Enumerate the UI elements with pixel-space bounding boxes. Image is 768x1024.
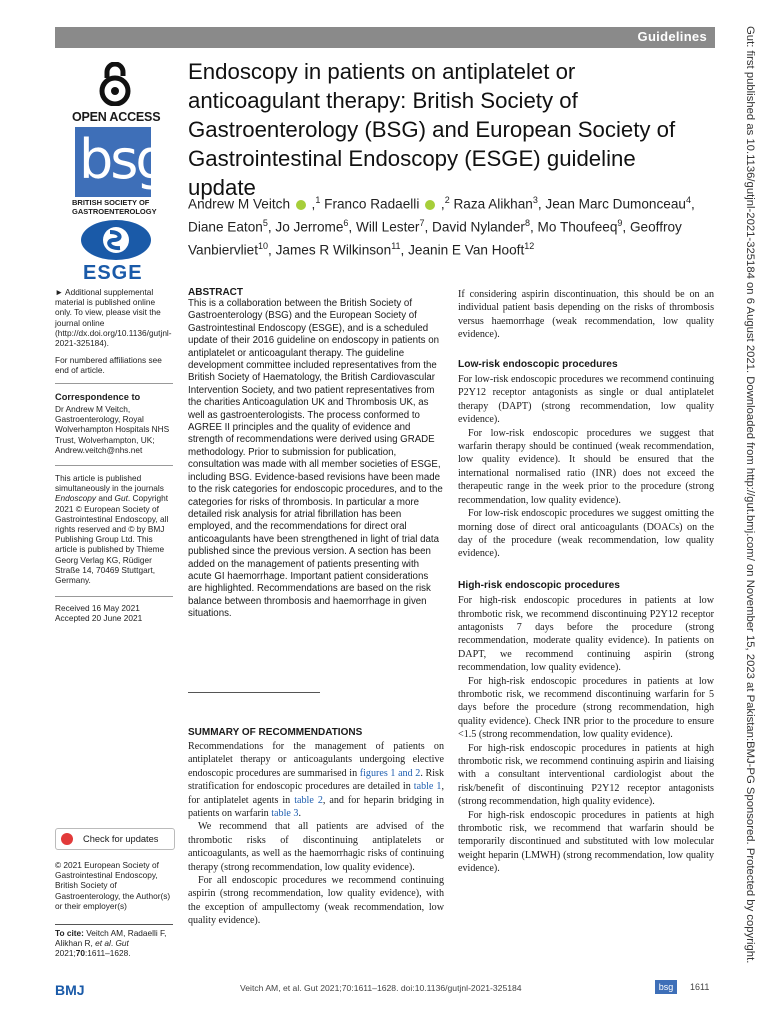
bsg-logo-subtitle: BRITISH SOCIETY OF GASTROENTEROLOGY	[72, 198, 157, 216]
summary-paragraph: We recommend that all patients are advised of the thrombotic risks of discontinuing antiplatelets or anticoagulants, as well as the haemorrhagic risks of continuing therapy (strong recommendation, low quality evidence).	[188, 821, 444, 873]
affiliation-number: 9	[617, 218, 623, 229]
update-icon	[61, 833, 73, 845]
affiliation-number: 8	[524, 218, 530, 229]
author-name: Geoffroy Vanbiervliet	[188, 219, 682, 258]
aspirin-paragraph: If considering aspirin discontinuation, this should be on an individual patient basis depending on the risks of thrombosis versus haemorrhage (weak recommendation, low quality evidence).	[458, 289, 714, 341]
esge-logo-icon	[80, 218, 152, 266]
summary-heading: SUMMARY OF RECOMMENDATIONS	[188, 727, 363, 738]
supplemental-note: ► Additional supplemental material is published online only. To view, please visit the journal online (http://dx.doi.org/10.1136/gutjnl-2021-325184).	[55, 287, 172, 349]
recommendation-paragraph: For low-risk endoscopic procedures we suggest omitting the morning dose of direct oral anticoagulants (DOACs) on the day of the procedure (weak recommendation, low quality evidence).	[458, 508, 714, 560]
author-name: Diane Eaton	[188, 219, 263, 235]
accepted-date: Accepted 20 June 2021	[55, 613, 143, 623]
section-label: Guidelines	[637, 29, 707, 44]
high-risk-heading: High-risk endoscopic procedures	[458, 579, 620, 591]
summary-paragraph: For all endoscopic procedures we recommend continuing aspirin (strong recommendation, low quality evidence), with the exception of ampullectomy (weak recommendation, low quality evidence).	[188, 875, 444, 927]
affiliations-note: For numbered affiliations see end of article.	[55, 355, 162, 376]
copyright-note: © 2021 European Society of Gastrointestinal Endoscopy, British Society of Gastroenterology, the Author(s) or their employer(s)	[55, 860, 171, 911]
table3-link[interactable]: table 3	[271, 808, 299, 820]
figures-link[interactable]: figures 1 and 2	[359, 767, 421, 779]
download-strip	[742, 26, 756, 1006]
low-risk-heading: Low-risk endoscopic procedures	[458, 358, 618, 370]
to-cite-note: To cite: Veitch AM, Radaelli F, Alikhan R, et al. Gut 2021;70:1611–1628.	[55, 924, 173, 959]
author-name: Andrew M Veitch	[188, 196, 290, 212]
download-notice: Gut: first published as 10.1136/gutjnl-2021-325184 on 6 August 2021. Downloaded from http://gut.bmj.com/ on November 15, 2023 at Pakistan:BMJ-PG Sponsored. Protected by copyright.	[744, 26, 756, 964]
author-name: Mo Thoufeeq	[537, 219, 618, 235]
affiliation-number: 11	[391, 241, 401, 252]
recommendation-paragraph: For low-risk endoscopic procedures we recommend continuing P2Y12 receptor antagonists as single or dual antiplatelet therapy (DAPT) (strong recommendation, low quality evidence).	[458, 374, 714, 426]
affiliation-number: 12	[524, 241, 535, 252]
open-access-label: OPEN ACCESS	[72, 110, 161, 124]
author-list: Andrew M Veitch ,$^1$ Franco Radaelli ,$^2$ Raza Alikhan$^3$, Jean Marc Dumonceau$^4$, Diane Eaton$^5$, Jo Jerrome$^6$, Will Lester$^7$, David Nylander$^8$, Mo Thoufeeq$^9$, Geoffroy Vanbiervliet$^{10}$, James R Wilkinson$^{11}$, Jeanin E Van Hooft$^{12}$	[188, 195, 695, 258]
author-name: David Nylander	[432, 219, 525, 235]
check-for-updates-button[interactable]	[55, 828, 175, 850]
affiliation-number: 6	[343, 218, 349, 229]
open-access-icon	[95, 62, 135, 106]
abstract-text: This is a collaboration between the British Society of Gastroenterology (BSG) and the European Society of Gastrointestinal Endoscopy (ESGE), and is a scheduled update of their 2016 guideline on endoscopy in patients on antiplatelet or anticoagulant therapy. The guideline development committee included representatives from the British Society of Haematology, the British Cardiovascular Intervention Society, and two patient representatives from the charities Anticoagulation UK and Thrombosis UK, as well as gastroenterologists. The process conformed to AGREE II principles and the quality of evidence and strength of recommendations were derived using GRADE methodology. Prior to submission for publication, consultation was made with all member societies of ESGE, including BSG. Evidence-based revisions have been made to the risk categories for endoscopic procedures, and to the categories for risks of thrombosis. In particular a more detailed risk analysis for atrial fibrillation has been employed, and the recommendations for direct oral anticoagulants have been strengthened in light of trial data published since the previous version. A section has been added on the management of patients presenting with acute GI haemorrhage. Important patient considerations are highlighted. Recommendations are based on the risk balance between thrombosis and haemorrhage in given situations.	[188, 298, 443, 620]
author-name: Jean Marc Dumonceau	[545, 196, 686, 212]
orcid-icon[interactable]	[425, 200, 435, 210]
bmj-logo: BMJ	[55, 982, 85, 998]
correspondence-heading: Correspondence to	[55, 392, 141, 402]
page-number: 1611	[690, 982, 710, 992]
affiliation-number: 4	[685, 195, 691, 205]
affiliation-number: 5	[262, 218, 268, 229]
author-name: Will Lester	[355, 219, 420, 235]
recommendation-paragraph: For high-risk endoscopic procedures in patients at low thrombotic risk, we recommend discontinuing warfarin for 5 days before the procedure (strong recommendation, high quality evidence). Check INR prior to the procedure to ensure <1.5 (strong recommendation, low quality evidence).	[458, 675, 714, 741]
table2-link[interactable]: table 2	[294, 794, 323, 806]
esge-logo-label: ESGE	[83, 262, 143, 284]
divider	[55, 465, 173, 466]
check-updates-label: Check for updates	[83, 834, 159, 844]
summary-paragraph: Recommendations for the management of patients on antiplatelet therapy or anticoagulants undergoing elective endoscopic procedures are summarised in figures 1 and 2. Risk stratification for endoscopic procedures are detailed in table 1, for antiplatelet agents in table 2, and for heparin bridging in patients on warfarin table 3.	[188, 741, 445, 820]
recommendation-paragraph: For high-risk endoscopic procedures in patients at high thrombotic risk, we recommend that warfarin should be temporarily discontinued and substituted with low molecular weight heparin (LMWH) (strong recommendation, low quality evidence).	[458, 809, 714, 875]
orcid-icon[interactable]	[296, 200, 306, 210]
recommendation-paragraph: For low-risk endoscopic procedures we suggest that warfarin therapy should be continued (weak recommendation, low quality evidence). It should be ensured that the international normalised ratio (INR) does not exceed the therapeutic range in the week prior to the procedure (strong recommendation, low quality evidence).	[458, 427, 714, 506]
affiliation-number: 1	[315, 195, 321, 205]
author-name: Raza Alikhan	[453, 196, 533, 212]
author-name: James R Wilkinson	[275, 242, 392, 258]
received-date: Received 16 May 2021	[55, 603, 140, 613]
article-title: Endoscopy in patients on antiplatelet or anticoagulant therapy: British Society of Gastroenterology (BSG) and European Society of Gastrointestinal Endoscopy (ESGE) guideline update	[188, 59, 676, 200]
recommendations-column	[458, 288, 714, 876]
affiliation-number: 10	[258, 241, 269, 252]
affiliation-number: 2	[444, 195, 450, 205]
footer-bsg-logo: bsg	[655, 980, 677, 994]
author-name: Franco Radaelli	[324, 196, 420, 212]
publication-note: This article is published simultaneously in the journals Endoscopy and Gut. Copyright 2021 © European Society of Gastrointestinal Endoscopy, all rights reserved and © by BMJ Publishing Group Ltd. This article is published by Thieme Georg Verlag KG, Rüdiger Straße 14, 70469 Stuttgart, Germany.	[55, 473, 169, 586]
divider	[55, 596, 173, 597]
author-name: Jeanin E Van Hooft	[408, 242, 525, 258]
correspondence-address: Dr Andrew M Veitch, Gastroenterology, Royal Wolverhampton Hospitals NHS Trust, Wolverhampton, UK; Andrew.veitch@nhs.net	[55, 404, 170, 455]
summary-body	[188, 740, 444, 928]
bsg-logo: bsg	[75, 127, 151, 197]
table1-link[interactable]: table 1	[413, 781, 442, 793]
footer-citation: Veitch AM, et al. Gut 2021;70:1611–1628. doi:10.1136/gutjnl-2021-325184	[240, 983, 522, 993]
recommendation-paragraph: For high-risk endoscopic procedures in patients at low thrombotic risk, we recommend discontinuing P2Y12 receptor antagonists 7 days before the procedure (strong recommendation, moderate quality evidence). In patients on DAPT, we recommend continuing aspirin (strong recommendation, low quality evidence).	[458, 595, 714, 674]
author-name: Jo Jerrome	[275, 219, 344, 235]
divider	[188, 692, 320, 693]
divider	[55, 383, 173, 384]
affiliation-number: 7	[419, 218, 425, 229]
abstract-heading: ABSTRACT	[188, 287, 243, 298]
recommendation-paragraph: For high-risk endoscopic procedures in patients at high thrombotic risk, we recommend continuing aspirin and liaising with a consultant interventional cardiologist about the risk/benefit of discontinuing P2Y12 receptor antagonists (strong recommendation, high quality evidence).	[458, 742, 714, 808]
section-bar	[55, 27, 715, 48]
affiliation-number: 3	[532, 195, 538, 205]
